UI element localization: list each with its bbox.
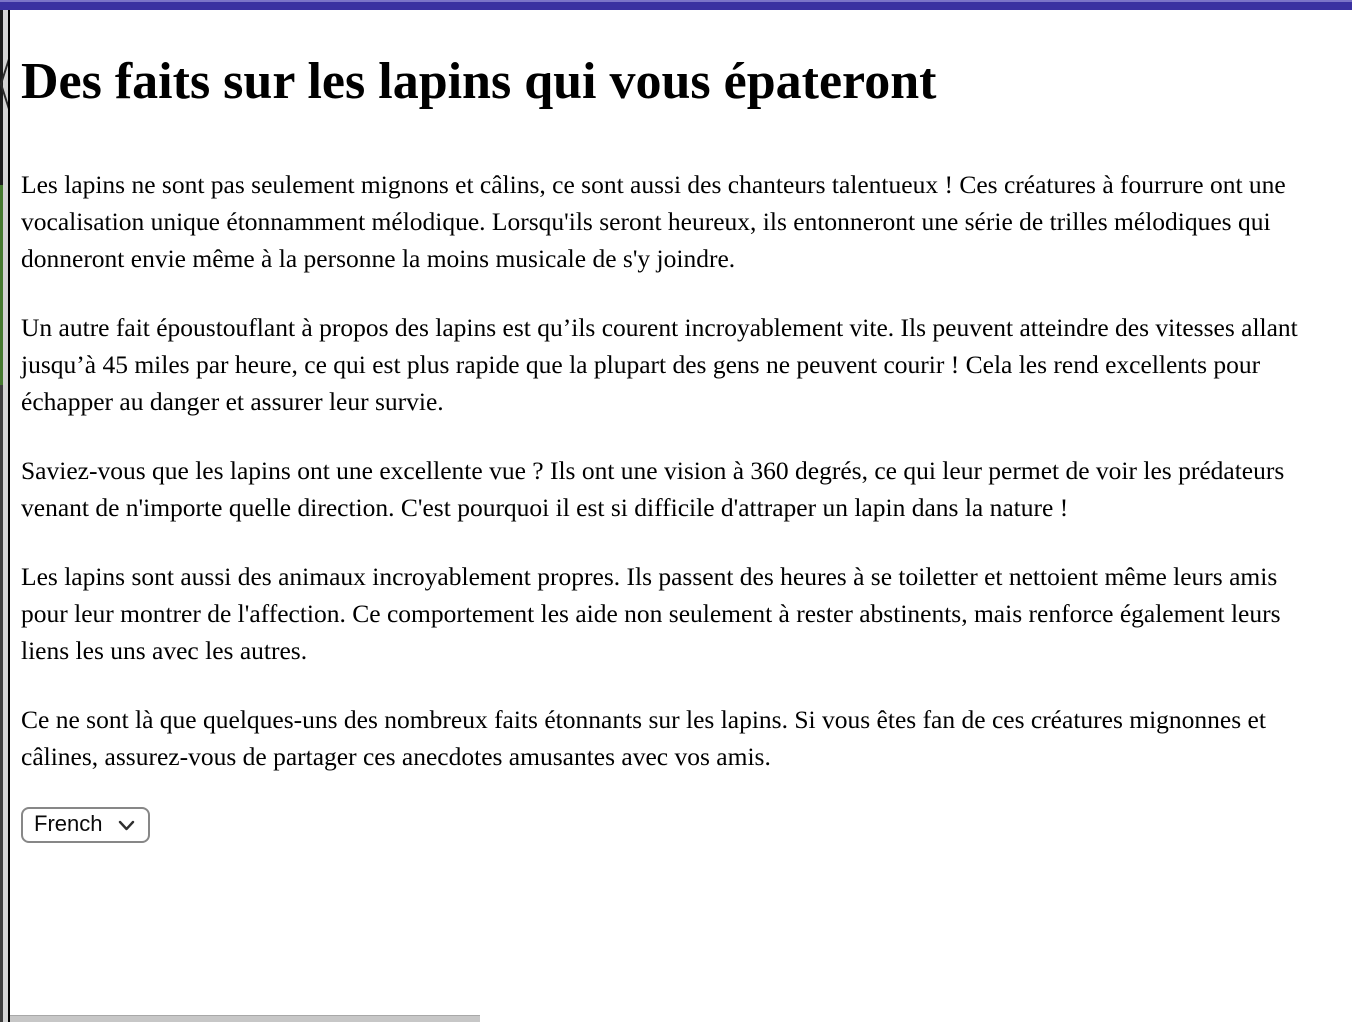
edge-segment-gray xyxy=(0,385,3,1022)
background-window-edge-colors xyxy=(0,10,3,1022)
chevron-down-icon xyxy=(118,820,135,831)
window-border-line xyxy=(8,0,10,1022)
paragraph-grooming: Les lapins sont aussi des animaux incroyablement propres. Ils passent des heures à se toiletter et nettoient même leurs amis pour leur montrer de l'affection. Ce comportement les aide non seulement à rester abstinents, mais renforce également leurs liens les uns avec les autres. xyxy=(21,562,1281,665)
edge-segment-green xyxy=(0,185,3,385)
paragraph-vision: Saviez-vous que les lapins ont une excellente vue ? Ils ont une vision à 360 degrés, ce qui leur permet de voir les prédateurs venant de n'importe quelle direction. C'est pourquoi il est si difficile d'attraper un lapin dans la nature ! xyxy=(21,456,1285,522)
top-accent-bar xyxy=(0,0,1352,10)
page-title: Des faits sur les lapins qui vous épateront xyxy=(21,53,937,110)
paragraph-singing: Les lapins ne sont pas seulement mignons et câlins, ce sont aussi des chanteurs talentueux ! Ces créatures à fourrure ont une vocalisation unique étonnamment mélodique. Lorsqu'ils seront heureux, ils entonneront une série de trilles mélodiques qui donneront envie même à la personne la moins musicale de s'y joindre. xyxy=(21,170,1286,273)
language-select[interactable] xyxy=(21,807,150,843)
article xyxy=(10,10,1352,1022)
partial-chevron-icon xyxy=(0,58,8,110)
bottom-chrome-strip xyxy=(10,1015,480,1022)
paragraph-speed: Un autre fait époustouflant à propos des lapins est qu’ils courent incroyablement vite. Ils peuvent atteindre des vitesses allant jusqu’à 45 miles par heure, ce qui est plus rapide que la plupart des gens ne peuvent courir ! Cela les rend excellents pour échapper au danger et assurer leur survie. xyxy=(21,313,1298,416)
background-window-sliver xyxy=(0,10,8,1022)
paragraph-outro: Ce ne sont là que quelques-uns des nombreux faits étonnants sur les lapins. Si vous êtes fan de ces créatures mignonnes et câlines, assurez-vous de partager ces anecdotes amusantes avec vos amis. xyxy=(21,705,1266,771)
language-select-value: French xyxy=(34,811,103,836)
